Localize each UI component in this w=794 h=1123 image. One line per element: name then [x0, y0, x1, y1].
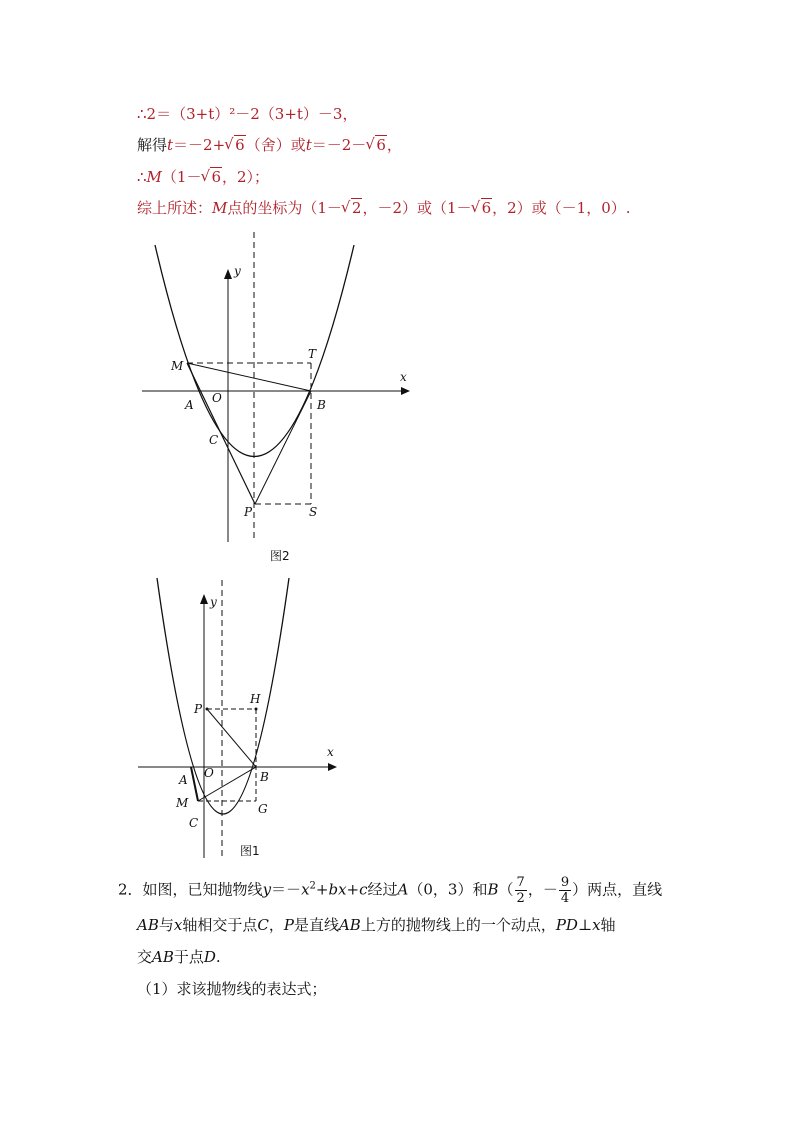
exponent: 2 [309, 880, 316, 892]
figure-2 [142, 232, 410, 563]
radicand: 6 [211, 168, 221, 186]
var: x [173, 916, 183, 934]
label-y: y [234, 264, 241, 278]
var: C [257, 916, 269, 934]
label-B: B [260, 770, 269, 784]
text: 上方的抛物线上的一个动点， [360, 916, 556, 934]
label-A: A [179, 773, 188, 787]
fraction-9-4 [559, 875, 571, 906]
expr-part: ，2）或（－1，0）. [492, 199, 631, 217]
summary-label: 综上所述： [137, 199, 213, 217]
var: y [262, 880, 272, 899]
expr-part: ＝－2－ [311, 136, 367, 154]
x-axis-arrow [328, 763, 337, 771]
y-axis-arrow [200, 594, 208, 604]
label-H: H [250, 692, 261, 706]
parabola [157, 578, 289, 814]
problem-line-3 [137, 946, 221, 967]
text: ）两点，直线 [572, 880, 663, 899]
radicand: 2 [351, 199, 362, 217]
text: 轴 [600, 916, 616, 934]
point-M: M [146, 168, 162, 186]
text: . [215, 948, 221, 966]
var: x [592, 916, 601, 934]
denominator: 4 [560, 891, 570, 906]
label-x: x [400, 370, 407, 384]
radicand: 6 [481, 199, 492, 217]
segment-PB [255, 391, 311, 504]
therefore-symbol: ∴ [137, 168, 147, 186]
text: （ [498, 880, 514, 899]
label-O: O [204, 766, 214, 780]
text: 如图，已知抛物线 [142, 880, 263, 899]
x-axis-arrow [401, 387, 410, 395]
label-C: C [189, 816, 199, 830]
var: B [487, 880, 499, 899]
label-S: S [309, 505, 318, 519]
text: + [346, 880, 360, 899]
equation-text: ∴2＝（3+t）²－2（3+t）－3， [137, 105, 358, 123]
var-t: t [305, 136, 312, 154]
label-O: O [212, 391, 222, 405]
text: ，－ [527, 880, 558, 899]
var: AB [137, 916, 159, 934]
segment-MB [187, 363, 311, 391]
var: P [283, 916, 294, 934]
radicand: 6 [235, 136, 245, 154]
var: PD [555, 916, 578, 934]
text: 轴相交于点 [182, 916, 258, 934]
var: AB [152, 948, 174, 966]
y-axis-arrow [224, 269, 232, 279]
subquestion-1 [137, 978, 327, 999]
radicand: 6 [376, 136, 386, 154]
problem-number: 2． [118, 880, 143, 899]
var: A [397, 880, 409, 899]
denominator: 2 [516, 891, 525, 906]
problem-line-1 [118, 875, 662, 906]
label-M: M [176, 796, 189, 810]
label-x: x [327, 745, 334, 759]
point-P-dot [206, 708, 209, 711]
text: 与 [158, 916, 174, 934]
expr-part: ， [386, 136, 402, 154]
solve-label: 解得 [137, 136, 168, 154]
label-M: M [171, 359, 184, 373]
caption-fig2: 图2 [270, 549, 290, 563]
label-B: B [317, 398, 326, 412]
point-H-dot [255, 708, 258, 711]
caption-fig1: 图1 [240, 844, 260, 858]
text: 交 [137, 948, 153, 966]
numerator: 9 [560, 875, 570, 890]
text: + [315, 880, 329, 899]
var: x [301, 880, 310, 899]
segment-AM [191, 767, 198, 801]
label-G: G [258, 802, 268, 816]
text: ， [268, 916, 284, 934]
text: ＝－ [271, 880, 302, 899]
fraction-7-2 [515, 875, 527, 906]
segment-PB [207, 709, 256, 767]
expr-part: （1－ [161, 168, 202, 186]
var: D [203, 948, 216, 966]
figure-1 [138, 578, 337, 858]
label-C: C [209, 433, 219, 447]
var-t: t [167, 136, 174, 154]
label-y: y [210, 595, 217, 609]
text: （0，3）和 [408, 880, 488, 899]
text: 于点 [173, 948, 204, 966]
label-T: T [308, 347, 317, 361]
label-P: P [194, 702, 203, 716]
expr-part: 点的坐标为（1－ [227, 199, 342, 217]
label-A: A [185, 398, 194, 412]
expr-part: ，2）； [222, 168, 270, 186]
text: 经过 [367, 880, 398, 899]
expr-part: ，－2）或（1－ [362, 199, 472, 217]
point-M: M [212, 199, 228, 217]
text: （1）求该抛物线的表达式； [137, 980, 327, 998]
text: ⊥ [577, 916, 593, 934]
var: bx [328, 880, 347, 899]
var: c [359, 880, 368, 899]
var: AB [338, 916, 361, 934]
text: 是直线 [293, 916, 339, 934]
expr-part: （舍）或 [245, 136, 306, 154]
segment-MP [187, 363, 255, 504]
expr-part: ＝－2+ [173, 136, 226, 154]
numerator: 7 [516, 875, 525, 890]
label-P: P [244, 505, 253, 519]
problem-line-2 [137, 914, 616, 935]
